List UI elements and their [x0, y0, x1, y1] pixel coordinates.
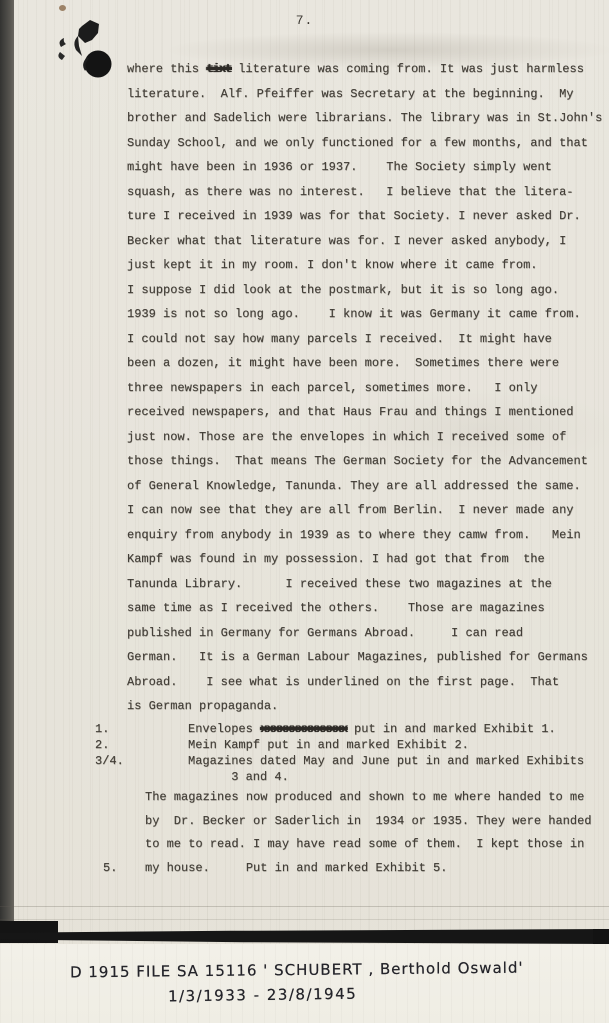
typed-text: where this [127, 62, 207, 76]
typed-line [127, 229, 602, 254]
typed-line [127, 57, 602, 82]
typed-text: is German propaganda. [127, 699, 279, 713]
exhibit-line [95, 721, 584, 737]
typed-text: just now. Those are the envelopes in which I received some of [127, 429, 567, 444]
typed-line [127, 449, 602, 474]
exhibit-line [95, 737, 584, 753]
paper-crease [0, 919, 609, 920]
archive-file-reference: D 1915 FILE SA 15116 ' SCHUBERT , Berthold Oswald' [69, 958, 524, 982]
paper-speck [59, 5, 66, 11]
typed-line [127, 572, 602, 597]
typed-text: The magazines now produced and shown to me where handed to me [145, 790, 585, 804]
typed-text: brother and Sadelich were librarians. The library was in St.John's [127, 111, 603, 125]
film-separator-band [0, 929, 609, 944]
typed-text: by Dr. Becker or Saderlich in 1934 or 1935. They were handed [145, 813, 592, 828]
typed-text: literature. Alf. Pfeiffer was Secretary at the beginning. My [127, 86, 574, 101]
typed-line [127, 253, 602, 278]
typed-text: Sunday School, and we only functioned for a few months, and that [127, 135, 588, 150]
margin-number: 5. [103, 860, 118, 875]
struck-out-text: tixt [206, 62, 232, 76]
typed-text: those things. That means The German Society for the Advancement [127, 454, 588, 468]
struck-out-text: xxxxxxxxxxxxxx [260, 722, 347, 736]
page-number: 7. [295, 13, 314, 28]
typed-text: to me to read. I may have read some of them. I kept those in [145, 837, 585, 851]
typed-text: Abroad. I see what is underlined on the first page. That [127, 674, 560, 689]
typed-text: German. It is a German Labour Magazines, published for Germans [127, 650, 588, 664]
archive-date-range: 1/3/1933 - 23/8/1945 [167, 984, 358, 1006]
typed-text: Becker what that literature was for. I never asked anybody, I [127, 233, 567, 248]
typed-line [127, 351, 602, 376]
typed-text: my house. Put in and marked Exhibit 5. [145, 860, 448, 875]
typed-text: squash, as there was no interest. I believe that the litera- [127, 184, 574, 199]
margin-number: 2. [95, 738, 110, 752]
typed-line [127, 498, 602, 523]
typed-text: I suppose I did look at the postmark, but it is so long ago. [127, 282, 560, 297]
typed-line [127, 155, 602, 180]
typed-text: enquiry from anybody in 1939 as to where they camw from. Mein [127, 527, 581, 542]
typed-line [127, 376, 602, 401]
typed-line [127, 204, 602, 229]
testimony-paragraph [127, 57, 602, 719]
film-edge-left [0, 0, 14, 940]
typed-line [127, 621, 602, 646]
typed-line [103, 786, 591, 810]
typed-line [127, 131, 602, 156]
typed-text: literature was coming from. It was just harmless [231, 62, 584, 76]
typed-text: might have been in 1936 or 1937. The Society simply went [127, 160, 552, 174]
typed-line [127, 425, 602, 450]
typed-text: been a dozen, it might have been more. Sometimes there were [127, 356, 560, 370]
exhibit-line [95, 753, 584, 769]
typed-line [127, 180, 602, 205]
typed-text: received newspapers, and that Haus Frau and things I mentioned [127, 405, 574, 419]
typed-line [127, 106, 602, 131]
typed-text: Kampf was found in my possession. I had got that from the [127, 552, 545, 566]
typed-line [103, 810, 591, 834]
typed-text: Mein Kampf put in and marked Exhibit 2. [188, 738, 469, 752]
typed-line [127, 474, 602, 499]
typed-line [127, 694, 602, 719]
exhibit-list [95, 721, 584, 785]
typed-line [127, 547, 602, 572]
typed-text: published in Germany for Germans Abroad. I can read [127, 625, 524, 640]
typed-text: same time as I received the others. Those are magazines [127, 601, 545, 615]
margin-number: 3/4. [95, 754, 124, 768]
typed-line [127, 523, 602, 548]
typed-line [127, 670, 602, 695]
typed-line [127, 278, 602, 303]
closing-paragraph [103, 786, 591, 880]
typed-text: Envelopes [188, 722, 261, 736]
typed-text: put in and marked Exhibit 1. [346, 722, 556, 736]
typed-line [103, 833, 591, 857]
exhibit-line [95, 769, 584, 785]
typed-text: Tanunda Library. I received these two magazines at the [127, 576, 552, 591]
typed-text: 3 and 4. [188, 770, 289, 784]
typed-line [127, 82, 602, 107]
typed-text: I could not say how many parcels I received. It might have [127, 331, 552, 346]
paper-crease [0, 906, 609, 907]
typed-line [127, 596, 602, 621]
typed-text: I can now see that they are all from Berlin. I never made any [127, 503, 574, 517]
typed-text: just kept it in my room. I don't know where it came from. [127, 258, 538, 272]
typed-line [127, 302, 602, 327]
typed-line [103, 857, 591, 881]
typed-text: 1939 is not so long ago. I know it was Germany it came from. [127, 307, 581, 321]
typed-text: three newspapers in each parcel, sometimes more. I only [127, 380, 538, 395]
typed-text: of General Knowledge, Tanunda. They are all addressed the same. [127, 478, 581, 493]
typed-line [127, 400, 602, 425]
typed-line [127, 645, 602, 670]
typed-line [127, 327, 602, 352]
archive-label-strip [0, 944, 609, 1023]
typed-text: ture I received in 1939 was for that Society. I never asked Dr. [127, 209, 581, 223]
margin-number: 1. [95, 722, 110, 736]
typed-text: Magazines dated May and June put in and marked Exhibits [188, 754, 585, 768]
